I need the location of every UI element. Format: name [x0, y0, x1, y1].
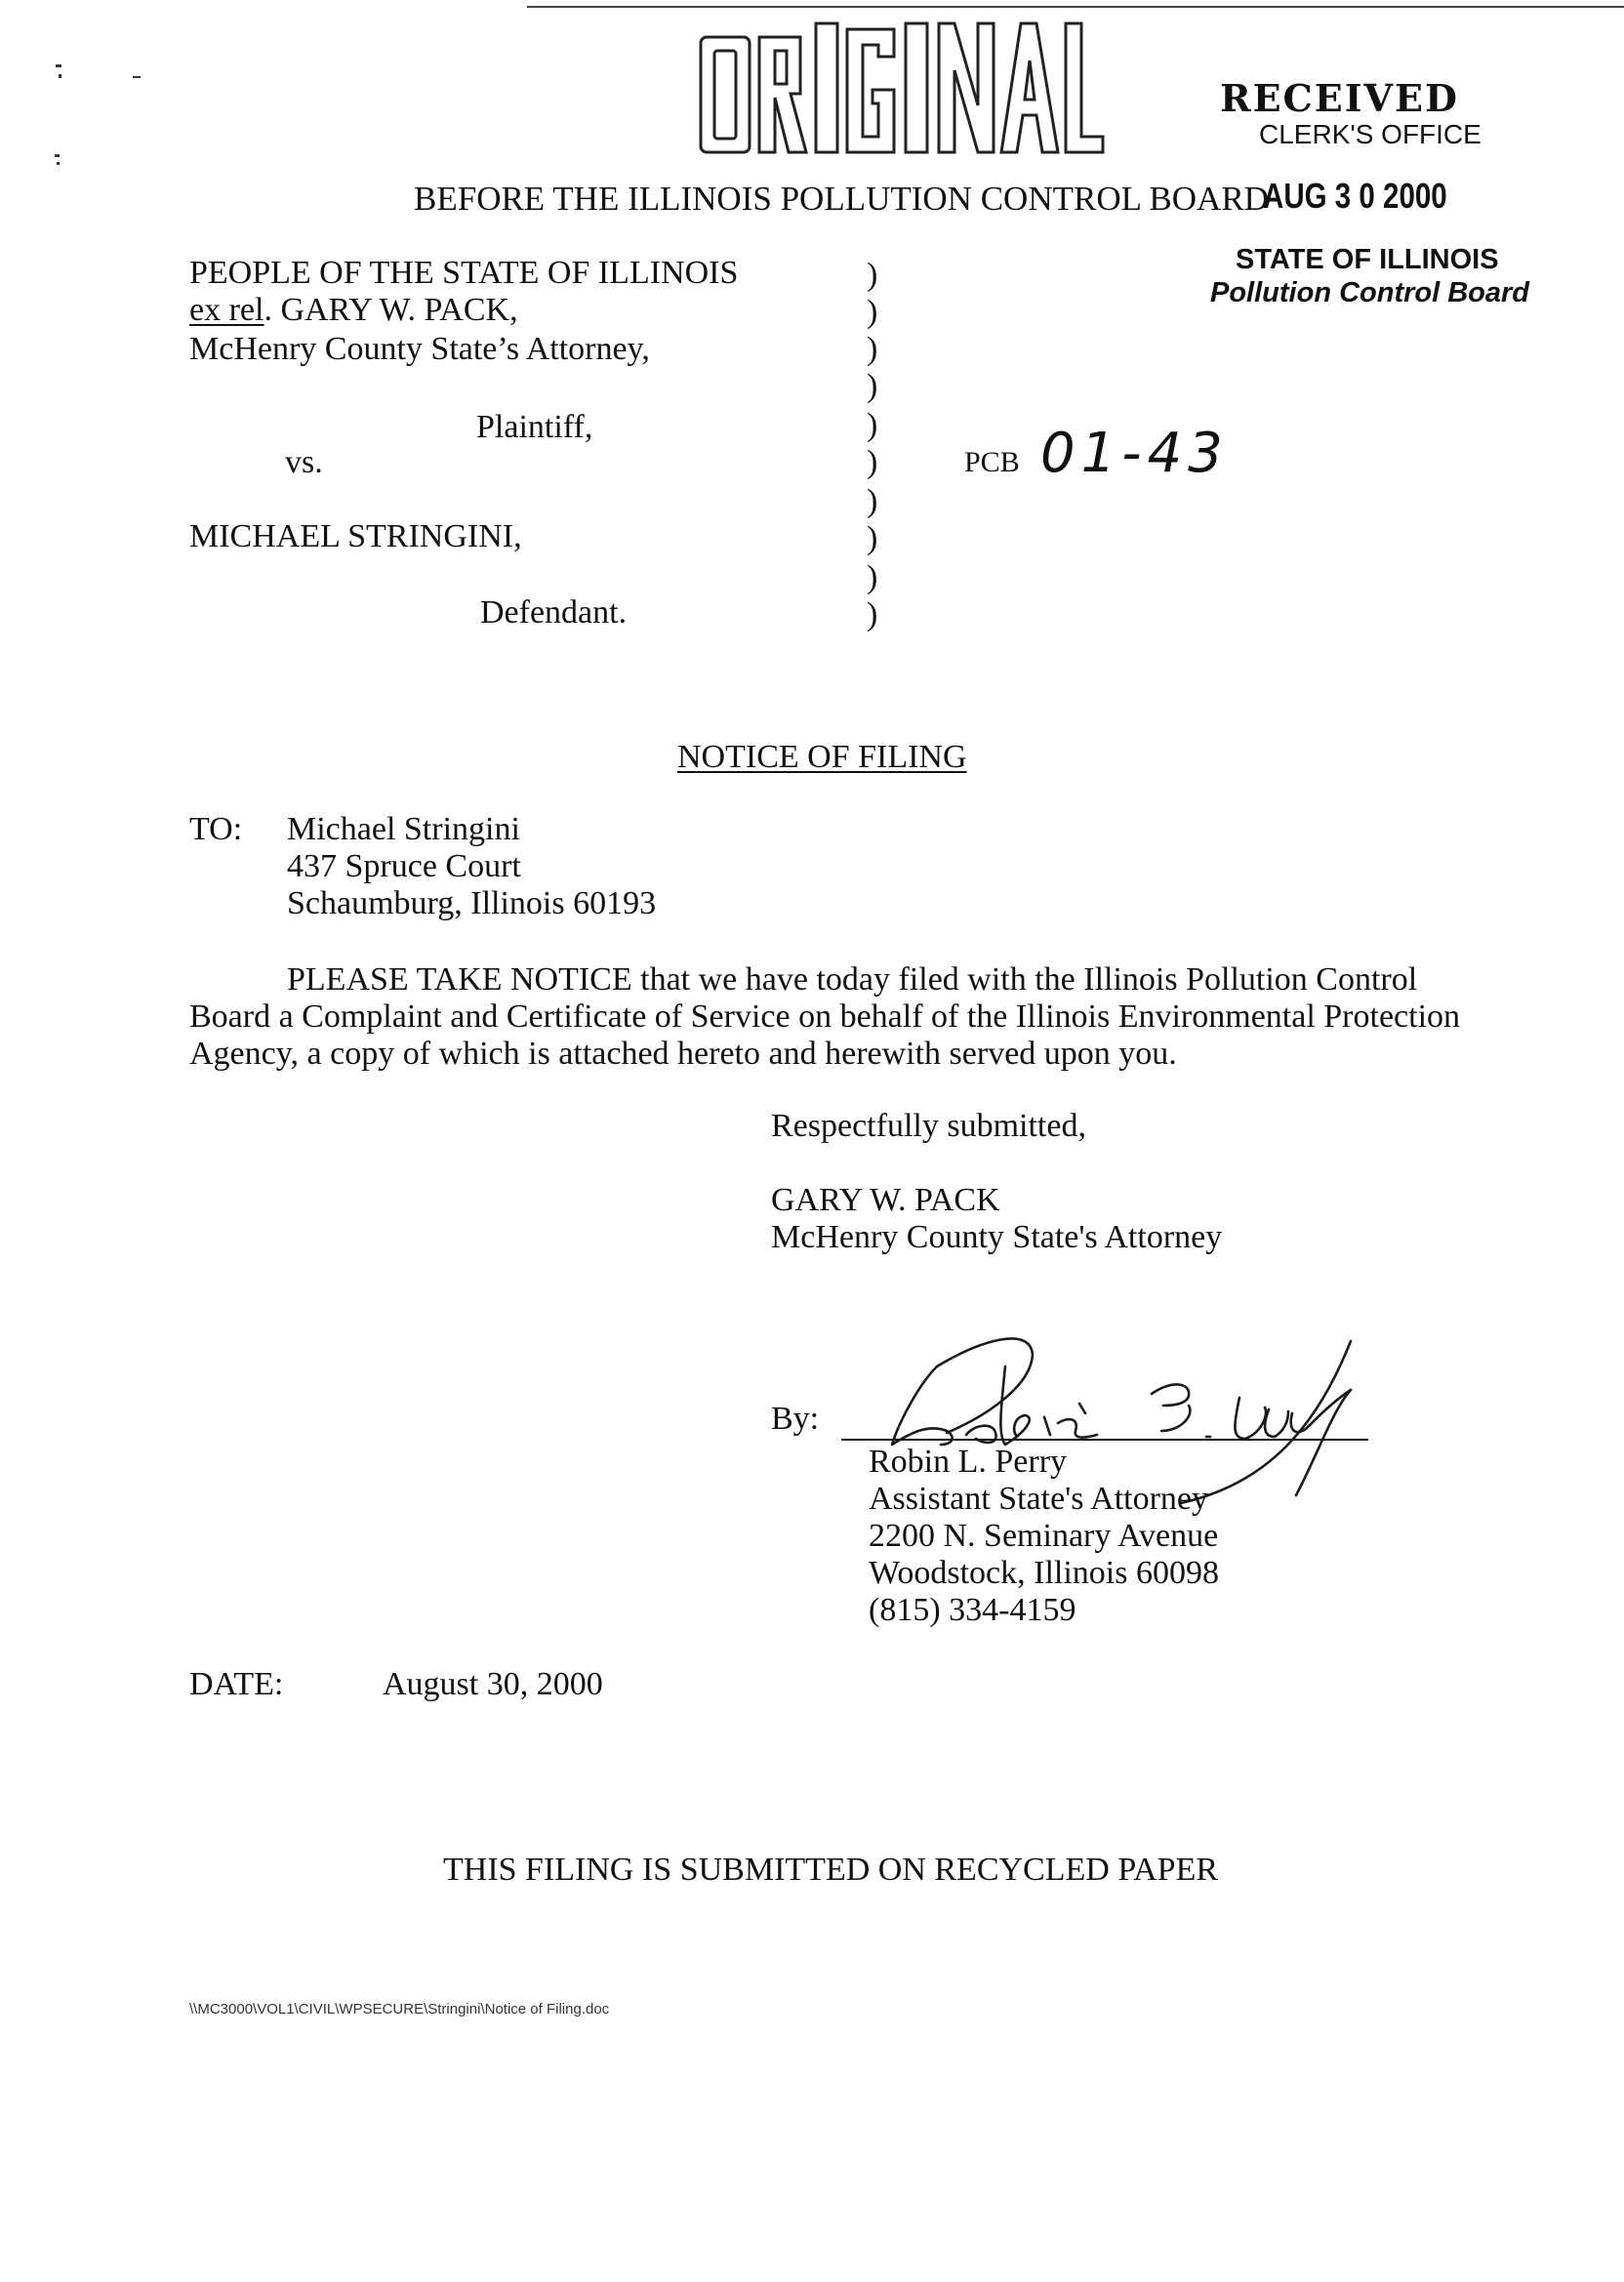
caption-paren: )	[867, 483, 878, 519]
to-label: TO:	[189, 811, 243, 847]
caption-paren: )	[867, 407, 878, 443]
plaintiff-line-2	[189, 291, 518, 329]
plaintiff-relator: . GARY W. PACK,	[264, 292, 518, 328]
signer-city: Woodstock, Illinois 60098	[869, 1555, 1219, 1591]
scan-speck	[55, 154, 60, 157]
signer-title: Assistant State's Attorney	[869, 1481, 1209, 1517]
caption-paren: )	[867, 294, 878, 330]
original-stamp	[695, 18, 1105, 154]
top-edge-line	[527, 6, 1624, 8]
defendant-name: MICHAEL STRINGINI,	[189, 518, 522, 554]
signer-phone: (815) 334-4159	[869, 1592, 1076, 1628]
addressee-city: Schaumburg, Illinois 60193	[287, 885, 657, 921]
body-line-3: Agency, a copy of which is attached hereto and herewith served upon you.	[189, 1036, 1177, 1072]
caption-paren: )	[867, 368, 878, 404]
ex-rel-label: ex rel	[189, 292, 264, 328]
versus: vs.	[285, 444, 323, 480]
attorney-title: McHenry County State's Attorney	[771, 1219, 1223, 1255]
caption-paren: )	[867, 444, 878, 480]
date-value: August 30, 2000	[383, 1666, 603, 1702]
case-number: 01-43	[1040, 422, 1229, 485]
state-of-illinois: STATE OF ILLINOIS	[1236, 244, 1499, 275]
plaintiff-line-1: PEOPLE OF THE STATE OF ILLINOIS	[189, 255, 739, 291]
plaintiff-line-3: McHenry County State’s Attorney,	[189, 331, 650, 367]
signer-street: 2200 N. Seminary Avenue	[869, 1518, 1219, 1554]
body-line-1: PLEASE TAKE NOTICE that we have today filed with the Illinois Pollution Control	[287, 961, 1418, 998]
signer-name: Robin L. Perry	[869, 1444, 1068, 1480]
defendant-role: Defendant.	[480, 594, 628, 631]
clerks-office: CLERK'S OFFICE	[1259, 119, 1482, 149]
scan-speck	[57, 162, 60, 165]
scan-speck	[133, 76, 141, 78]
recycled-paper-note: THIS FILING IS SUBMITTED ON RECYCLED PAPER	[443, 1852, 1219, 1888]
caption-paren: )	[867, 257, 878, 293]
by-label: By:	[771, 1401, 820, 1437]
board-title: BEFORE THE ILLINOIS POLLUTION CONTROL BOARD	[414, 180, 1269, 218]
received-title: RECEIVED	[1220, 76, 1459, 120]
caption-paren: )	[867, 559, 878, 595]
notice-title: NOTICE OF FILING	[677, 739, 967, 775]
case-prefix: PCB	[964, 446, 1020, 478]
received-date: AUG 3 0 2000	[1263, 176, 1447, 216]
addressee-street: 437 Spruce Court	[287, 848, 521, 884]
plaintiff-role: Plaintiff,	[476, 409, 593, 445]
addressee-name: Michael Stringini	[287, 811, 520, 847]
scan-speck	[56, 64, 61, 67]
scan-speck	[59, 74, 61, 78]
file-path: \\MC3000\VOL1\CIVIL\WPSECURE\Stringini\Notice of Filing.doc	[189, 2001, 610, 2017]
closing: Respectfully submitted,	[771, 1108, 1086, 1144]
caption-paren: )	[867, 331, 878, 367]
body-line-2: Board a Complaint and Certificate of Service on behalf of the Illinois Environmental Protection	[189, 998, 1461, 1035]
date-label: DATE:	[189, 1666, 284, 1702]
caption-paren: )	[867, 596, 878, 632]
caption-paren: )	[867, 520, 878, 556]
pollution-control-board: Pollution Control Board	[1210, 277, 1530, 308]
attorney-name: GARY W. PACK	[771, 1182, 1000, 1218]
